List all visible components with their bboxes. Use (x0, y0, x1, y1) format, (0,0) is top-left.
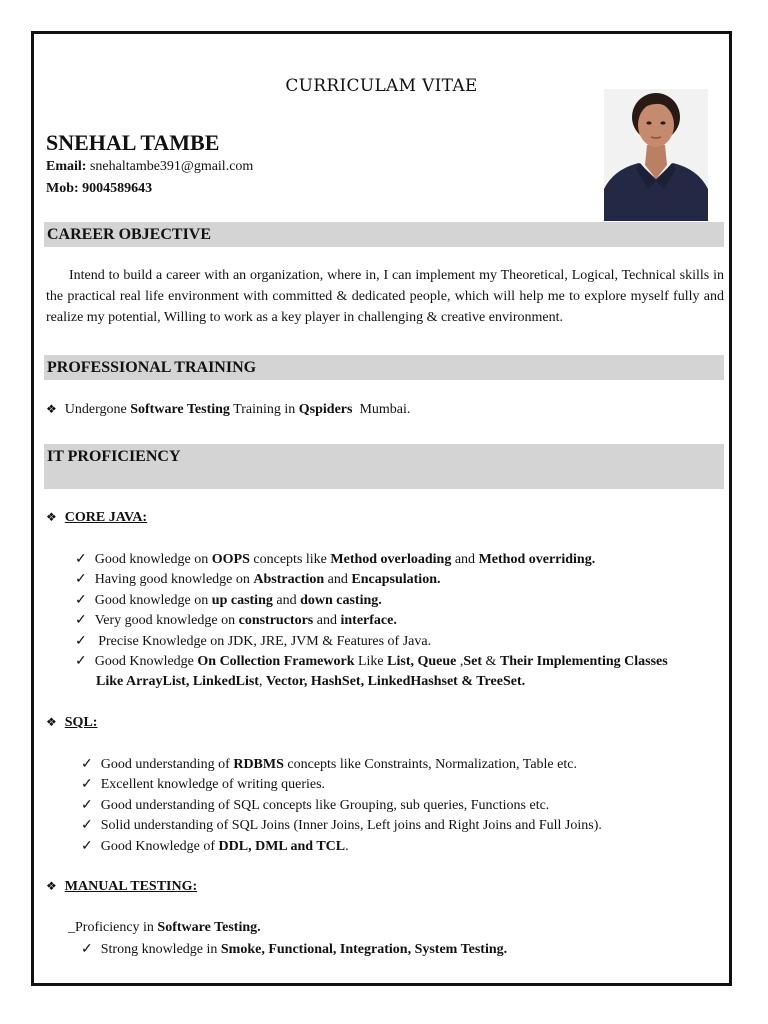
check-icon: ✓ (75, 593, 87, 608)
check-icon: ✓ (75, 654, 87, 669)
sql-subheading: ❖ SQL: (46, 715, 98, 730)
sql-item: ✓ Solid understanding of SQL Joins (Inner Joins, Left joins and Right Joins and Full Joins). (81, 818, 602, 833)
manual-testing-subheading: ❖ MANUAL TESTING: (46, 879, 198, 894)
check-icon: ✓ (75, 634, 87, 649)
diamond-bullet-icon: ❖ (46, 715, 57, 729)
java-item-continuation: Like ArrayList, LinkedList, Vector, HashSet, LinkedHashset & TreeSet. (96, 674, 526, 689)
java-item: ✓ Good knowledge on OOPS concepts like Method overloading and Method overriding. (75, 552, 596, 567)
professional-training-heading: PROFESSIONAL TRAINING (44, 355, 724, 380)
it-proficiency-heading: IT PROFICIENCY (44, 444, 724, 489)
diamond-bullet-icon: ❖ (46, 510, 57, 524)
document-title: CURRICULAM VITAE (285, 76, 478, 96)
manual-testing-intro: _Proficiency in Software Testing. (68, 920, 261, 935)
java-item: ✓ Good knowledge on up casting and down casting. (75, 593, 382, 608)
check-icon: ✓ (81, 839, 93, 854)
check-icon: ✓ (81, 942, 93, 957)
sql-item: ✓ Good Knowledge of DDL, DML and TCL. (81, 839, 349, 854)
email-label: Email: (46, 159, 87, 174)
profile-photo (604, 89, 708, 221)
diamond-bullet-icon: ❖ (46, 879, 57, 893)
mobile-line (46, 181, 152, 197)
manual-testing-item: ✓ Strong knowledge in Smoke, Functional, Integration, System Testing. (81, 942, 508, 957)
training-item: ❖ Undergone Software Testing Training in Qspiders Mumbai. (46, 402, 411, 417)
career-objective-text: Intend to build a career with an organization, where in, I can implement my Theoretical, Logical, Technical skills in the practical real life environment with committed & dedicated people, which will help me to explore myself fully and realize my potential, Willing to work as a key player in challenging & creative environment. (46, 268, 724, 325)
sql-item: ✓ Good understanding of SQL concepts like Grouping, sub queries, Functions etc. (81, 798, 550, 813)
java-item: ✓ Precise Knowledge on JDK, JRE, JVM & Features of Java. (75, 634, 432, 649)
check-icon: ✓ (81, 798, 93, 813)
diamond-bullet-icon: ❖ (46, 402, 57, 416)
java-item: ✓ Good Knowledge On Collection Framework Like List, Queue ,Set & Their Implementing Classes (75, 654, 668, 669)
check-icon: ✓ (75, 613, 87, 628)
check-icon: ✓ (75, 572, 87, 587)
email-value: snehaltambe391@gmail.com (89, 159, 254, 174)
sql-item: ✓ Excellent knowledge of writing queries. (81, 777, 326, 792)
email-line (46, 159, 253, 175)
core-java-subheading: ❖ CORE JAVA: (46, 510, 148, 525)
sql-item: ✓ Good understanding of RDBMS concepts like Constraints, Normalization, Table etc. (81, 757, 577, 772)
candidate-name: SNEHAL TAMBE (46, 130, 220, 155)
career-objective-heading: CAREER OBJECTIVE (44, 222, 724, 247)
check-icon: ✓ (81, 818, 93, 833)
java-item: ✓ Having good knowledge on Abstraction and Encapsulation. (75, 572, 441, 587)
check-icon: ✓ (81, 757, 93, 772)
resume-page (31, 31, 732, 986)
mob-value: 9004589643 (82, 181, 153, 196)
check-icon: ✓ (75, 552, 87, 567)
mob-label: Mob: (46, 181, 79, 196)
check-icon: ✓ (81, 777, 93, 792)
java-item: ✓ Very good knowledge on constructors and interface. (75, 613, 397, 628)
